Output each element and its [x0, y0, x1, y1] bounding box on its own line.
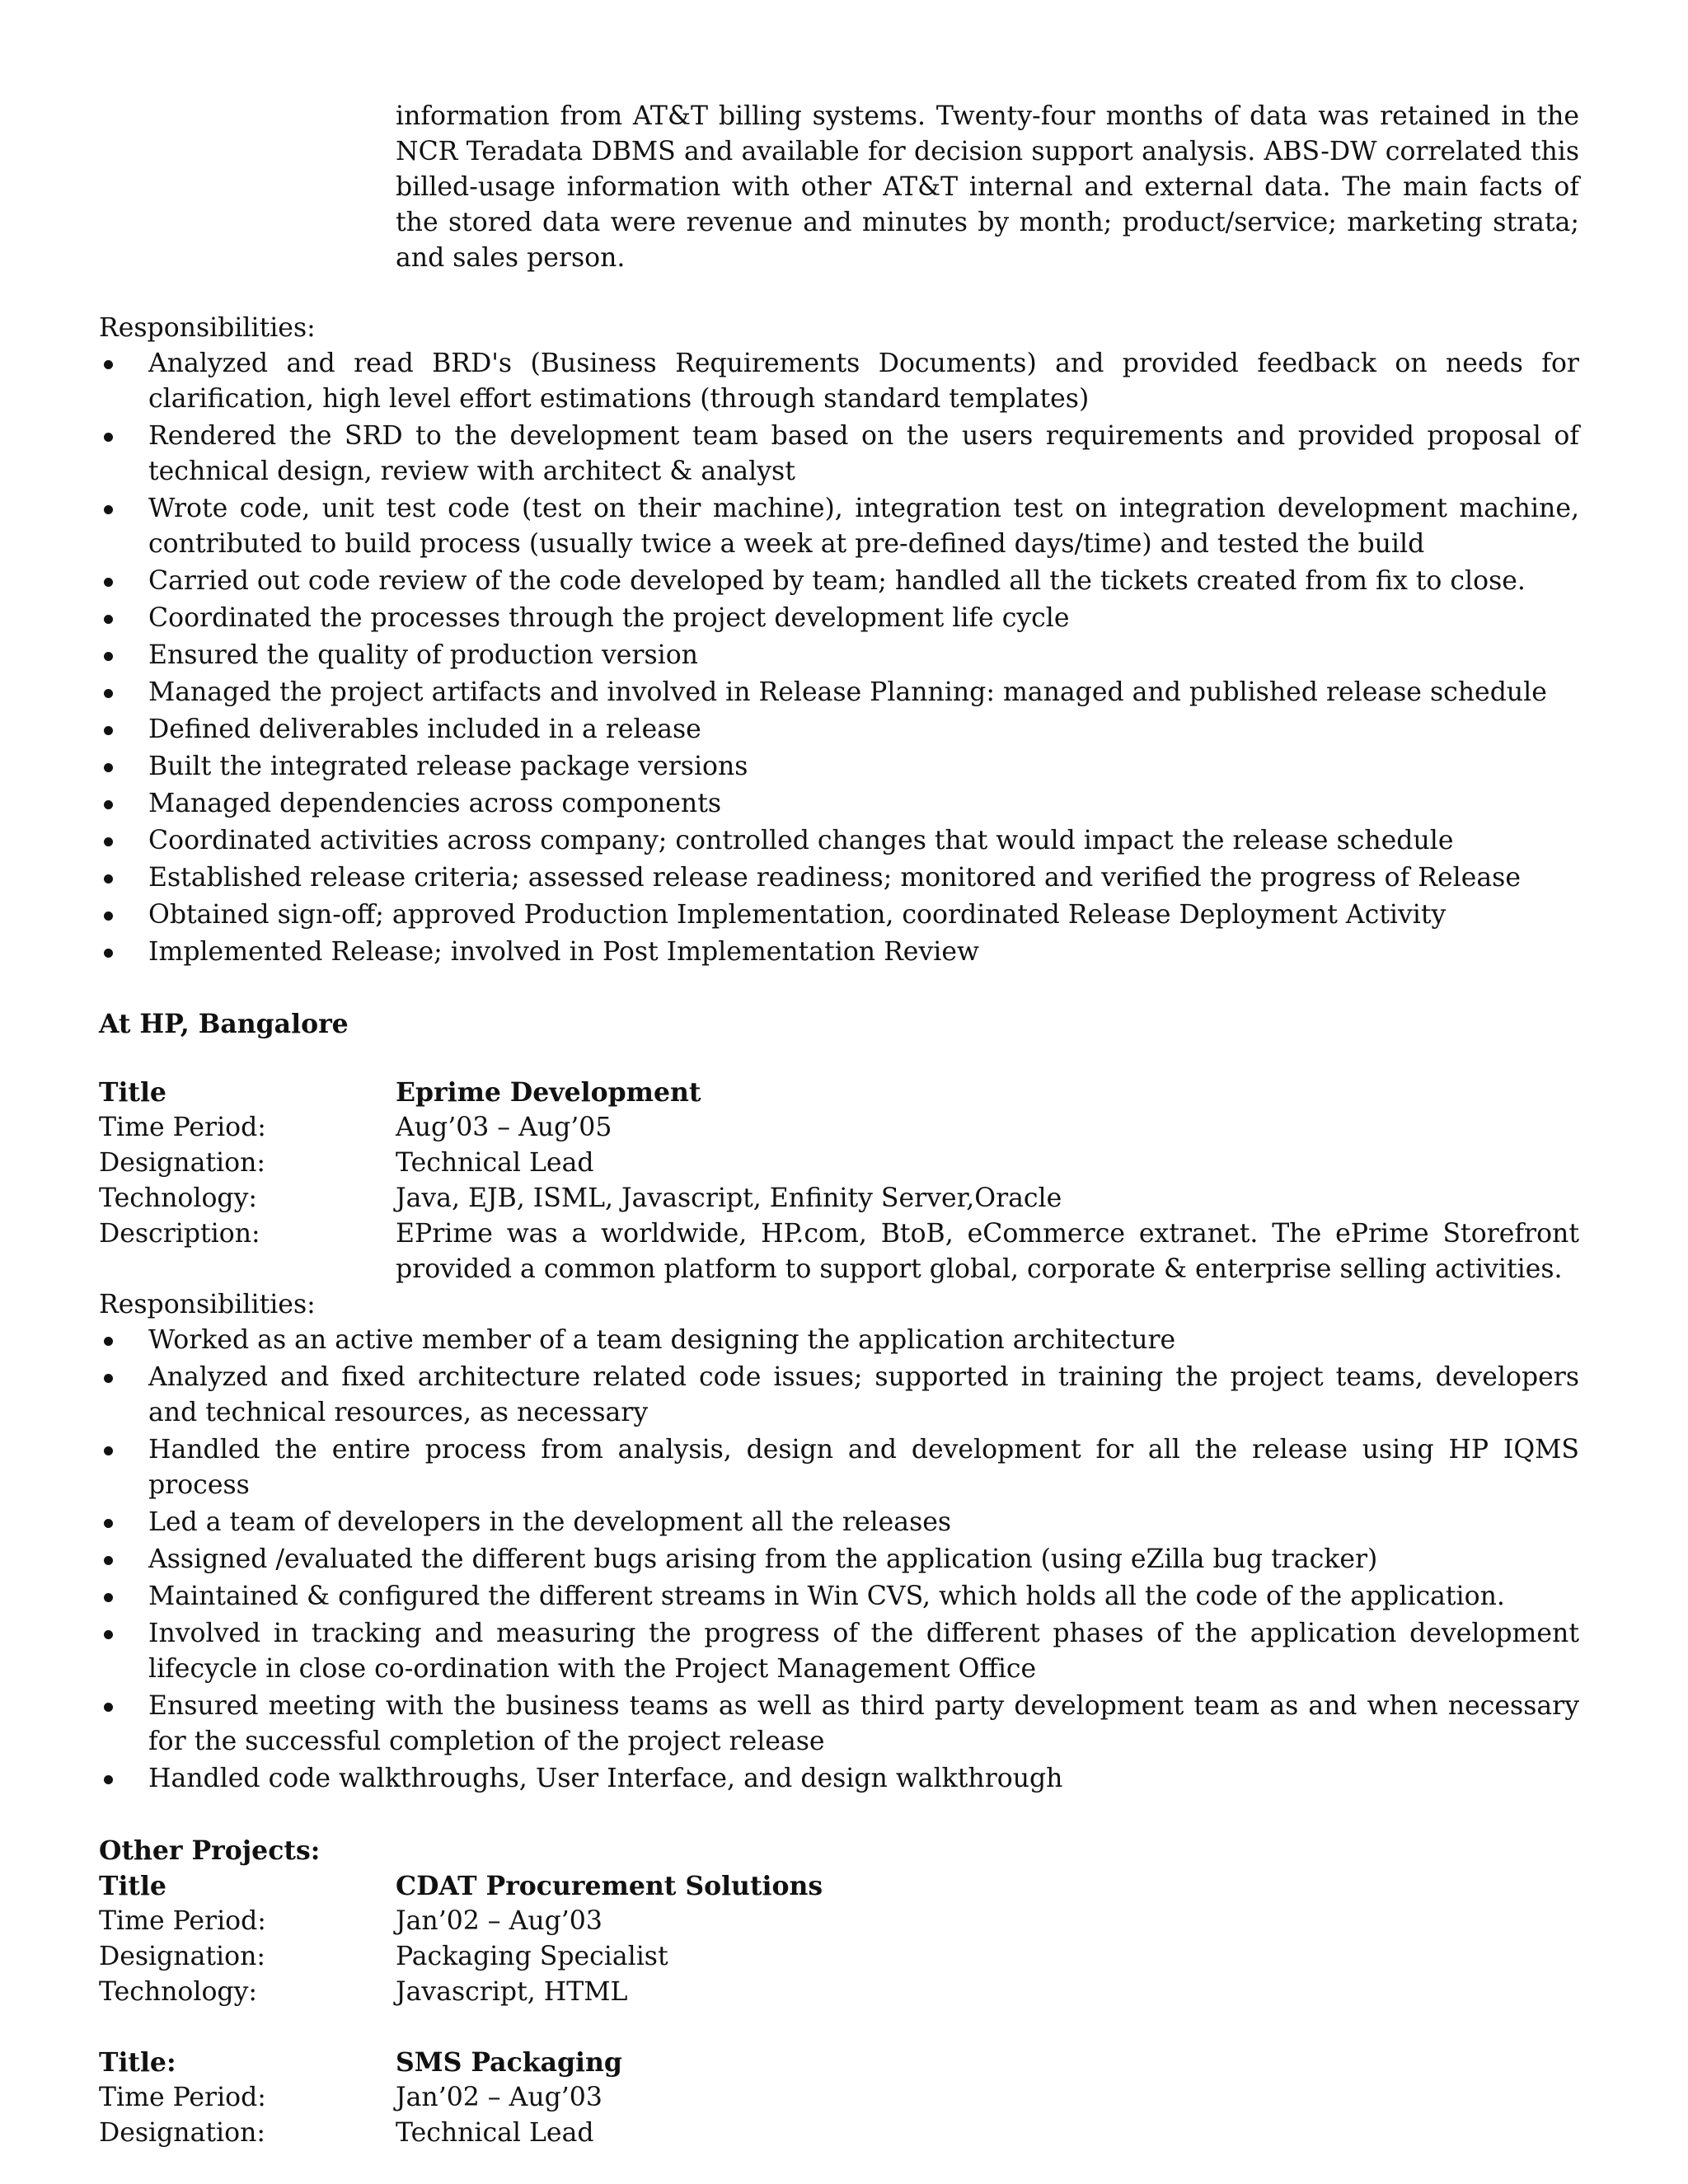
time-period-value: Jan’02 – Aug’03	[396, 1906, 603, 1936]
responsibility-text: Implemented Release; involved in Post Implementation Review	[148, 937, 979, 967]
bullet-icon	[104, 1593, 113, 1602]
responsibility-text: Managed the project artifacts and involved in Release Planning: managed and published release schedule	[148, 677, 1547, 707]
bullet-icon	[104, 578, 113, 587]
responsibility-item	[99, 675, 1579, 710]
responsibility-text: Carried out code review of the code developed by team; handled all the tickets created from fix to close.	[148, 566, 1526, 596]
responsibility-text: Handled the entire process from analysis, design and development for all the release using HP IQMS process	[148, 1435, 1579, 1500]
responsibilities-label: Responsibilities:	[99, 313, 316, 343]
responsibility-item	[99, 823, 1579, 859]
bullet-icon	[104, 1703, 113, 1712]
bullet-icon	[104, 689, 113, 698]
description-value: EPrime was a worldwide, HP.com, BtoB, eCommerce extranet. The ePrime Storefront provided a common platform to support global, corporate & enterprise selling activities.	[396, 1219, 1579, 1284]
responsibility-item	[99, 935, 1579, 970]
responsibility-item	[99, 1432, 1579, 1503]
responsibility-item	[99, 601, 1579, 636]
bullet-icon	[104, 1775, 113, 1784]
project-description-continued: information from AT&T billing systems. Twenty-four months of data was retained in the NCR Teradata DBMS and available for decision support analysis. ABS-DW correlated this billed-usage information with other AT&T internal and external data. The main facts of the stored data were revenue and minutes by month; product/service; marketing strata; and sales person.	[396, 101, 1579, 273]
technology-value: Javascript, HTML	[396, 1977, 628, 2007]
title-label: Title	[99, 1871, 166, 1901]
bullet-icon	[104, 726, 113, 735]
bullet-icon	[104, 1519, 113, 1528]
responsibility-item	[99, 564, 1579, 599]
responsibility-item	[99, 1505, 1579, 1540]
time-period-label: Time Period:	[99, 1113, 266, 1142]
bullet-icon	[104, 837, 113, 846]
responsibility-text: Maintained & configured the different streams in Win CVS, which holds all the code of the application.	[148, 1582, 1505, 1611]
responsibilities-label: Responsibilities:	[99, 1290, 316, 1319]
responsibility-item	[99, 712, 1579, 748]
responsibility-item	[99, 1616, 1579, 1687]
technology-row	[99, 1181, 1579, 1216]
bullet-icon	[104, 615, 113, 624]
responsibility-item	[99, 749, 1579, 785]
responsibilities-list	[99, 1323, 1579, 1797]
time-period-label: Time Period:	[99, 2083, 266, 2112]
responsibility-item	[99, 1689, 1579, 1760]
responsibility-item	[99, 1579, 1579, 1615]
responsibility-text: Rendered the SRD to the development team based on the users requirements and provided proposal of technical design, review with architect & analyst	[148, 421, 1579, 486]
bullet-icon	[104, 1556, 113, 1565]
responsibility-item	[99, 419, 1579, 490]
responsibility-text: Ensured meeting with the business teams as well as third party development team as and when necessary for the successful completion of the project release	[148, 1691, 1579, 1756]
project-title-row	[99, 1075, 1579, 1110]
bullet-icon	[104, 360, 113, 369]
responsibility-text: Analyzed and fixed architecture related code issues; supported in training the project teams, developers and technical resources, as necessary	[148, 1362, 1579, 1427]
designation-value: Technical Lead	[396, 2118, 594, 2148]
responsibility-item	[99, 638, 1579, 673]
description-row	[99, 1216, 1579, 1287]
designation-label: Designation:	[99, 1148, 265, 1178]
designation-row	[99, 1939, 1579, 1975]
time-period-value: Aug’03 – Aug’05	[396, 1113, 612, 1142]
bullet-icon	[104, 1337, 113, 1346]
bullet-icon	[104, 874, 113, 883]
title-value: SMS Packaging	[396, 2047, 622, 2078]
bullet-icon	[104, 433, 113, 442]
title-value: Eprime Development	[396, 1077, 701, 1108]
responsibility-item	[99, 786, 1579, 822]
project-title-row	[99, 1868, 1579, 1904]
technology-value: Java, EJB, ISML, Javascript, Enfinity Server,Oracle	[396, 1183, 1062, 1213]
bullet-icon	[104, 652, 113, 661]
time-period-value: Jan’02 – Aug’03	[396, 2083, 603, 2112]
bullet-icon	[104, 1446, 113, 1455]
responsibility-item	[99, 491, 1579, 562]
other-projects-heading: Other Projects:	[99, 1835, 321, 1866]
designation-label: Designation:	[99, 1942, 265, 1971]
technology-label: Technology:	[99, 1977, 257, 2007]
responsibility-item	[99, 346, 1579, 417]
time-period-row	[99, 1904, 1579, 1939]
responsibility-item	[99, 1360, 1579, 1431]
responsibility-item	[99, 1542, 1579, 1577]
bullet-icon	[104, 912, 113, 921]
responsibility-item	[99, 1323, 1579, 1358]
responsibility-text: Led a team of developers in the development all the releases	[148, 1507, 952, 1537]
bullet-icon	[104, 1374, 113, 1383]
bullet-icon	[104, 505, 113, 514]
responsibility-text: Coordinated activities across company; controlled changes that would impact the release schedule	[148, 826, 1454, 855]
bullet-icon	[104, 763, 113, 772]
responsibility-text: Established release criteria; assessed release readiness; monitored and verified the progress of Release	[148, 863, 1521, 893]
responsibility-item	[99, 898, 1579, 933]
project-title-row	[99, 2045, 1579, 2080]
title-value: CDAT Procurement Solutions	[396, 1871, 823, 1901]
designation-row	[99, 1146, 1579, 1181]
responsibility-text: Handled code walkthroughs, User Interface, and design walkthrough	[148, 1764, 1063, 1793]
designation-value: Technical Lead	[396, 1148, 594, 1178]
responsibility-text: Ensured the quality of production version	[148, 640, 698, 670]
time-period-label: Time Period:	[99, 1906, 266, 1936]
technology-label: Technology:	[99, 1183, 257, 1213]
responsibility-text: Worked as an active member of a team designing the application architecture	[148, 1325, 1176, 1355]
title-label: Title:	[99, 2047, 176, 2078]
employer-heading: At HP, Bangalore	[99, 1009, 349, 1039]
responsibility-item	[99, 860, 1579, 896]
technology-row	[99, 1975, 1579, 2010]
description-label: Description:	[99, 1219, 260, 1249]
responsibility-text: Assigned /evaluated the different bugs arising from the application (using eZilla bug tracker)	[148, 1544, 1378, 1574]
responsibility-text: Analyzed and read BRD's (Business Requirements Documents) and provided feedback on needs for clarification, high level effort estimations (through standard templates)	[148, 349, 1579, 414]
designation-label: Designation:	[99, 2118, 265, 2148]
designation-value: Packaging Specialist	[396, 1942, 668, 1971]
responsibility-item	[99, 1761, 1579, 1797]
responsibility-text: Wrote code, unit test code (test on their machine), integration test on integration development machine, contributed to build process (usually twice a week at pre-defined days/time) and tested the build	[148, 494, 1579, 559]
title-label: Title	[99, 1077, 166, 1108]
responsibility-text: Built the integrated release package versions	[148, 752, 748, 781]
designation-row	[99, 2116, 1579, 2151]
time-period-row	[99, 2080, 1579, 2116]
bullet-icon	[104, 949, 113, 958]
responsibility-text: Obtained sign-off; approved Production Implementation, coordinated Release Deployment Activity	[148, 900, 1447, 930]
responsibilities-list	[99, 346, 1579, 970]
resume-page	[99, 99, 1579, 2151]
responsibility-text: Defined deliverables included in a release	[148, 715, 701, 744]
bullet-icon	[104, 1630, 113, 1639]
responsibility-text: Managed dependencies across components	[148, 789, 722, 818]
bullet-icon	[104, 800, 113, 809]
responsibility-text: Coordinated the processes through the project development life cycle	[148, 603, 1070, 633]
responsibility-text: Involved in tracking and measuring the progress of the different phases of the application development lifecycle in close co-ordination with the Project Management Office	[148, 1619, 1579, 1684]
time-period-row	[99, 1110, 1579, 1146]
